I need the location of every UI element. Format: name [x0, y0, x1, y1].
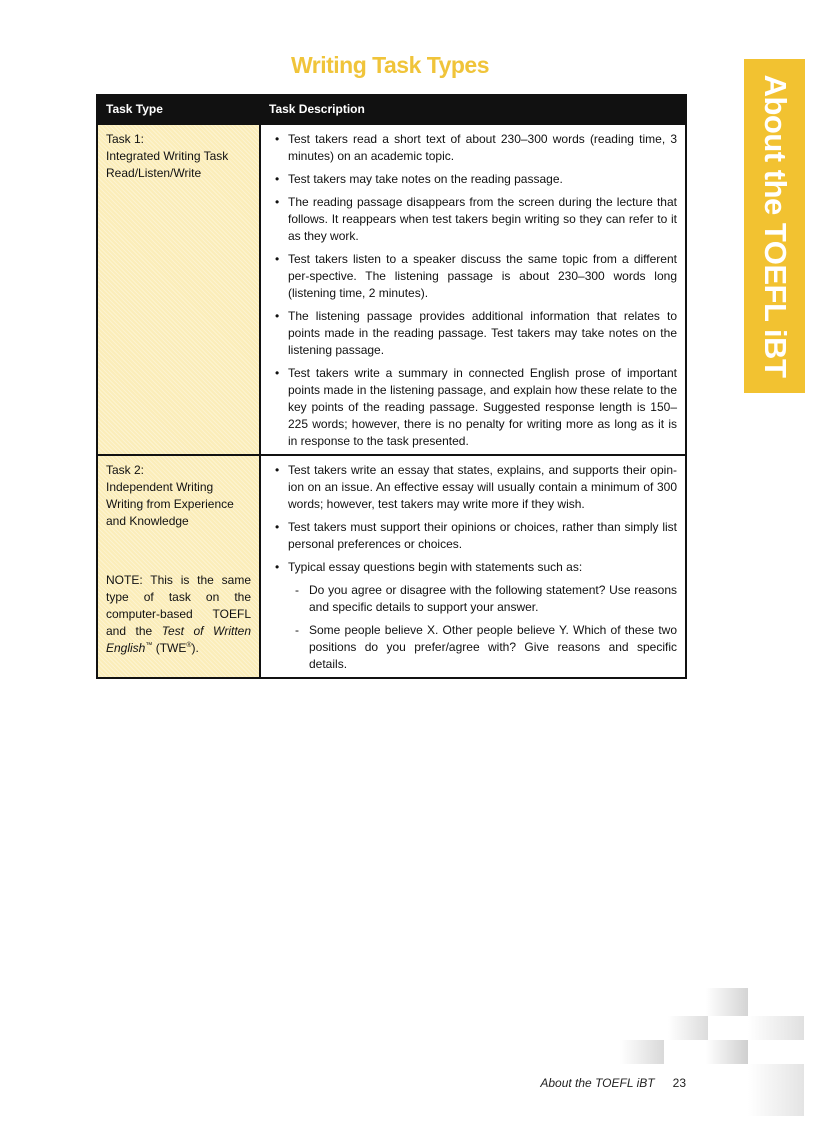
bullet-icon: •	[275, 366, 280, 380]
header-task-description: Task Description	[260, 95, 686, 124]
bullet-icon: •	[275, 172, 280, 186]
task2-description-cell	[260, 455, 686, 678]
sub-list-item: - Some people believe X. Other people believe Y. Which of these two positions do you prefer/agree with? Give reasons and specific details.	[295, 623, 677, 671]
task2-mode: Writing from Experience and Knowledge	[106, 497, 234, 528]
list-item: • Test takers write an essay that states, explains, and supports their opin-ion on an issue. An effective essay will usually contain a minimum of 300 words; however, test takers may write more if they wish.	[275, 463, 677, 511]
bullet-icon: •	[275, 560, 280, 574]
decor-square	[748, 1064, 804, 1116]
bullet-icon: •	[275, 309, 280, 323]
table-row	[97, 124, 686, 455]
decor-square	[668, 1016, 708, 1040]
table-header-row	[97, 95, 686, 124]
decor-square	[748, 1016, 804, 1040]
task2-type-cell	[97, 455, 260, 678]
task1-type-cell	[97, 124, 260, 455]
decor-square	[620, 1040, 664, 1064]
bullet-icon: •	[275, 132, 280, 146]
list-item: • Test takers listen to a speaker discuss the same topic from a different per-spective. The listening passage is about 230–300 words long (listening time, 2 minutes).	[275, 252, 677, 300]
task1-label: Task 1:	[106, 132, 145, 146]
task1-mode: Read/Listen/Write	[106, 166, 202, 180]
bullet-icon: •	[275, 252, 280, 266]
writing-task-table	[96, 94, 687, 679]
list-item: • Test takers write a summary in connected English prose of important points made in the listening passage, and explain how these relate to the key points of the reading passage. Suggested response length is 150–225 words; however, there is no penalty for writing more as long as it is in response to the task presented.	[275, 366, 677, 448]
list-item: • Typical essay questions begin with statements such as: - Do you agree or disagree with the following statement? Use reasons and specific details to support your answer. - Some people believe X. Other people believe Y. Which of these two positions do you prefer/agree with? Give reasons and specific details.	[275, 560, 677, 671]
bullet-icon: •	[275, 520, 280, 534]
side-tab	[744, 59, 805, 393]
page-title: Writing Task Types	[290, 52, 490, 78]
footer-label: About the TOEFL iBT	[540, 1076, 655, 1090]
task1-description-cell	[260, 124, 686, 455]
task1-bullet-list	[269, 131, 677, 450]
page-footer	[500, 1076, 686, 1090]
side-tab-label: About the TOEFL iBT	[757, 74, 793, 378]
dash-icon: -	[295, 623, 299, 637]
sub-list-item: - Do you agree or disagree with the following statement? Use reasons and specific details to support your answer.	[295, 583, 677, 614]
header-task-type: Task Type	[97, 95, 260, 124]
task2-name: Independent Writing	[106, 480, 214, 494]
dash-icon: -	[295, 583, 299, 597]
sub-list	[288, 582, 677, 673]
list-item: • Test takers read a short text of about 230–300 words (reading time, 3 minutes) on an academic topic.	[275, 132, 677, 163]
decor-square	[706, 988, 748, 1016]
list-item: • Test takers may take notes on the reading passage.	[275, 172, 563, 186]
bullet-icon: •	[275, 195, 280, 209]
task2-note: NOTE: This is the same type of task on the computer-based TOEFL and the Test of Written English™ (TWE®).	[106, 573, 251, 655]
task2-bullet-list	[269, 462, 677, 673]
list-item: • The reading passage disappears from the screen during the lecture that follows. It reappears when test takers begin writing so they can refer to it as they work.	[275, 195, 677, 243]
list-item: • The listening passage provides additional information that relates to points made in the reading passage. Test takers may take notes on the listening passage.	[275, 309, 677, 357]
page-number: 23	[672, 1076, 686, 1090]
bullet-icon: •	[275, 463, 280, 477]
list-item: • Test takers must support their opinions or choices, rather than simply list personal preferences or choices.	[275, 520, 677, 551]
task1-name: Integrated Writing Task	[106, 149, 229, 163]
table-row	[97, 455, 686, 678]
decor-square	[706, 1040, 748, 1064]
task2-label: Task 2:	[106, 463, 145, 477]
